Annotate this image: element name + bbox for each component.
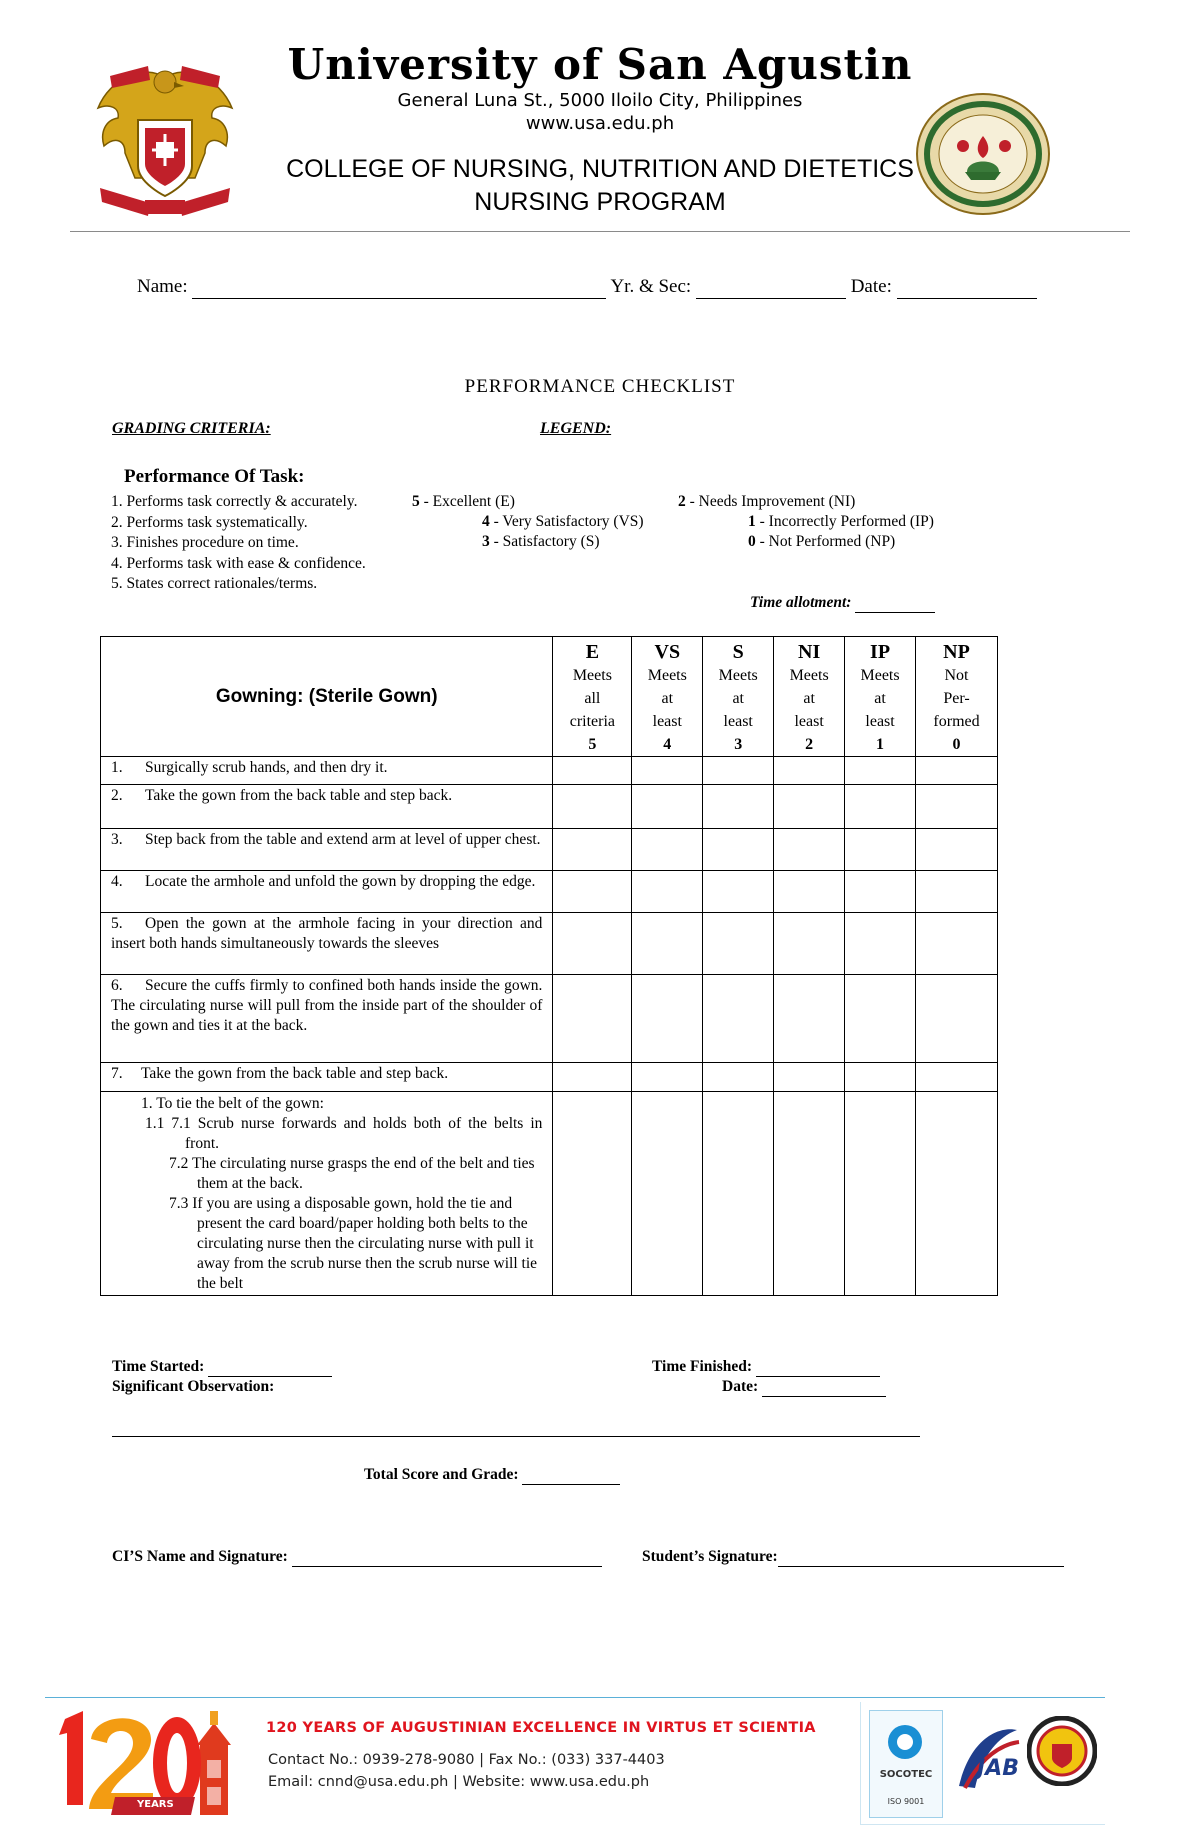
badge-number	[55, 1705, 57, 1706]
date-row	[722, 1378, 886, 1397]
score-cell[interactable]	[774, 785, 845, 829]
score-cell[interactable]	[845, 975, 916, 1063]
step-cell: 7. Take the gown from the back table and step back.	[101, 1063, 553, 1092]
badge-word: YEARS	[137, 1799, 174, 1810]
time-started-row	[112, 1358, 332, 1377]
score-cell[interactable]	[703, 757, 774, 785]
score-cell[interactable]	[845, 1092, 916, 1296]
column-header-np: NP Not Per- formed 0	[916, 637, 998, 757]
socotec-logo	[869, 1710, 943, 1818]
substep-cell	[101, 1092, 553, 1296]
score-cell[interactable]	[774, 975, 845, 1063]
table-title-cell	[101, 637, 553, 757]
yrsec-label: Yr. & Sec:	[610, 276, 692, 297]
step-cell: 3. Step back from the table and extend arm at level of upper chest.	[101, 829, 553, 871]
jab-text: JAB	[977, 1756, 1019, 1781]
socotec-emblem-icon	[888, 1725, 922, 1759]
score-cell[interactable]	[916, 1092, 998, 1296]
total-score-label: Total Score and Grade:	[364, 1466, 519, 1483]
date-field[interactable]	[897, 276, 1037, 299]
step-cell: 6. Secure the cuffs firmly to confined both hands inside the gown. The circulating nurse will pull from the inside part of the shoulder of the gown and ties it at the back.	[101, 975, 553, 1063]
name-field[interactable]	[192, 276, 606, 299]
table-title: Gowning: (Sterile Gown)	[215, 685, 438, 707]
table-row	[101, 1063, 998, 1092]
footer-divider	[45, 1697, 1105, 1698]
ci-signature-label: CI’S Name and Signature:	[112, 1548, 288, 1565]
score-cell[interactable]	[632, 913, 703, 975]
score-cell[interactable]	[632, 975, 703, 1063]
score-cell[interactable]	[703, 1063, 774, 1092]
program-name: NURSING PROGRAM	[474, 188, 726, 216]
score-cell[interactable]	[916, 829, 998, 871]
score-cell[interactable]	[703, 871, 774, 913]
score-cell[interactable]	[632, 785, 703, 829]
score-cell[interactable]	[632, 829, 703, 871]
score-cell[interactable]	[916, 1063, 998, 1092]
table-row	[101, 785, 998, 829]
score-cell[interactable]	[553, 913, 632, 975]
total-score-row	[364, 1466, 620, 1485]
criteria-list	[111, 492, 366, 595]
score-cell[interactable]	[916, 757, 998, 785]
footer-contact: Contact No.: 0939-278-9080 | Fax No.: (033) 337-4403	[268, 1752, 665, 1768]
criteria-item: 5. States correct rationales/terms.	[111, 575, 318, 592]
step-cell: 2. Take the gown from the back table and step back.	[101, 785, 553, 829]
column-header-s: S Meets at least 3	[703, 637, 774, 757]
criteria-item: 1. Performs task correctly & accurately.	[111, 493, 358, 510]
student-signature-field[interactable]	[778, 1548, 1064, 1567]
ci-signature-row	[112, 1548, 602, 1567]
footer-tagline: 120 YEARS OF AUGUSTINIAN EXCELLENCE IN VIRTUS ET SCIENTIA	[266, 1720, 816, 1736]
table-row	[101, 829, 998, 871]
column-header-ni: NI Meets at least 2	[774, 637, 845, 757]
legend-item: 5 - Excellent (E)	[412, 493, 515, 510]
substep-item: 7.3 If you are using a disposable gown, hold the tie and present the card board/paper holding both belts to the circulating nurse then the circulating nurse with pull it away from the scrub nurse then the scrub nurse will tie the belt	[169, 1195, 538, 1292]
yrsec-field[interactable]	[696, 276, 846, 299]
college-seal	[915, 92, 1051, 216]
legend-item: 2 - Needs Improvement (NI)	[678, 493, 856, 510]
checklist-title: PERFORMANCE CHECKLIST	[464, 376, 736, 397]
criteria-item: 3. Finishes procedure on time.	[111, 534, 299, 551]
step-cell: 1. Surgically scrub hands, and then dry it.	[101, 757, 553, 785]
time-allotment-row	[750, 594, 935, 613]
time-finished-row	[652, 1358, 880, 1377]
step-cell: 5. Open the gown at the armhole facing in your direction and insert both hands simultaneously towards the sleeves	[101, 913, 553, 975]
time-finished-label: Time Finished:	[652, 1358, 753, 1375]
score-cell[interactable]	[774, 829, 845, 871]
header-divider	[70, 231, 1130, 232]
legend-item: 0 - Not Performed (NP)	[748, 533, 896, 550]
legend-item: 4 - Very Satisfactory (VS)	[482, 513, 644, 530]
score-cell[interactable]	[774, 1063, 845, 1092]
score-cell[interactable]	[632, 871, 703, 913]
socotec-text: SOCOTEC	[879, 1769, 933, 1780]
score-cell[interactable]	[916, 975, 998, 1063]
score-cell[interactable]	[703, 1092, 774, 1296]
legend-item: 3 - Satisfactory (S)	[482, 533, 600, 550]
table-row	[101, 757, 998, 785]
score-cell[interactable]	[703, 829, 774, 871]
date-label: Date:	[850, 276, 892, 297]
grading-criteria-label: GRADING CRITERIA:	[112, 420, 271, 437]
score-cell[interactable]	[774, 913, 845, 975]
score-cell[interactable]	[703, 913, 774, 975]
table-row	[101, 871, 998, 913]
college-name: COLLEGE OF NURSING, NUTRITION AND DIETETICS	[286, 155, 914, 183]
score-cell[interactable]	[553, 1063, 632, 1092]
score-cell[interactable]	[774, 757, 845, 785]
score-cell[interactable]	[553, 1092, 632, 1296]
step-cell: 4. Locate the armhole and unfold the gown by dropping the edge.	[101, 871, 553, 913]
certification-logos	[860, 1702, 1105, 1825]
score-cell[interactable]	[845, 785, 916, 829]
criteria-item: 4. Performs task with ease & confidence.	[111, 554, 366, 572]
time-started-label: Time Started:	[112, 1358, 205, 1375]
table-header-row	[101, 637, 998, 757]
score-cell[interactable]	[632, 1063, 703, 1092]
time-finished-field[interactable]	[756, 1358, 880, 1377]
score-cell[interactable]	[845, 913, 916, 975]
substep-item: 1.1 7.1 Scrub nurse forwards and holds both of the belts in front.	[145, 1115, 543, 1152]
university-website: www.usa.edu.ph	[525, 113, 675, 134]
usa-seal-icon	[1027, 1716, 1097, 1786]
score-cell[interactable]	[845, 871, 916, 913]
score-cell[interactable]	[553, 757, 632, 785]
score-cell[interactable]	[703, 975, 774, 1063]
score-cell[interactable]	[553, 785, 632, 829]
time-allotment-field[interactable]	[855, 594, 935, 613]
score-cell[interactable]	[916, 913, 998, 975]
time-started-field[interactable]	[208, 1358, 332, 1377]
column-header-ip: IP Meets at least 1	[845, 637, 916, 757]
score-cell[interactable]	[553, 975, 632, 1063]
column-header-e: E Meets all criteria 5	[553, 637, 632, 757]
score-cell[interactable]	[774, 871, 845, 913]
date-bottom-label: Date:	[722, 1378, 759, 1395]
score-cell[interactable]	[845, 757, 916, 785]
substep-item: 7.2 The circulating nurse grasps the end of the belt and ties them at the back.	[169, 1155, 535, 1192]
university-address: General Luna St., 5000 Iloilo City, Philippines	[397, 90, 803, 111]
student-signature-label: Student’s Signature:	[642, 1548, 778, 1565]
column-header-vs: VS Meets at least 4	[632, 637, 703, 757]
footer-email: Email: cnnd@usa.edu.ph | Website: www.usa.edu.ph	[268, 1774, 650, 1790]
score-cell[interactable]	[845, 1063, 916, 1092]
time-allotment-label: Time allotment:	[750, 594, 852, 611]
date-bottom-field[interactable]	[762, 1378, 886, 1397]
significant-observation-label: Significant Observation:	[112, 1378, 275, 1395]
score-cell[interactable]	[774, 1092, 845, 1296]
checklist-table	[100, 636, 998, 1296]
table-row	[101, 975, 998, 1063]
score-cell[interactable]	[916, 871, 998, 913]
score-cell[interactable]	[553, 871, 632, 913]
observation-line[interactable]	[112, 1436, 920, 1437]
total-score-field[interactable]	[522, 1466, 620, 1485]
name-label: Name:	[137, 276, 188, 297]
score-cell[interactable]	[845, 829, 916, 871]
university-name: University of San Agustin	[287, 40, 913, 89]
score-cell[interactable]	[916, 785, 998, 829]
socotec-iso: ISO 9001	[887, 1797, 925, 1806]
score-cell[interactable]	[632, 757, 703, 785]
student-signature-row	[642, 1548, 1064, 1567]
score-cell[interactable]	[703, 785, 774, 829]
score-cell[interactable]	[632, 1092, 703, 1296]
anniversary-badge	[55, 1705, 255, 1820]
legend-item: 1 - Incorrectly Performed (IP)	[748, 513, 934, 530]
ci-signature-field[interactable]	[292, 1548, 602, 1567]
legend-label: LEGEND:	[540, 420, 612, 437]
criteria-item: 2. Performs task systematically.	[111, 513, 308, 531]
table-row	[101, 1092, 998, 1296]
score-cell[interactable]	[553, 829, 632, 871]
student-info-row	[137, 276, 1037, 299]
substep-intro: 1. To tie the belt of the gown:	[141, 1095, 324, 1112]
jab-logo	[951, 1716, 1021, 1806]
table-row	[101, 913, 998, 975]
performance-heading: Performance Of Task:	[124, 466, 305, 487]
